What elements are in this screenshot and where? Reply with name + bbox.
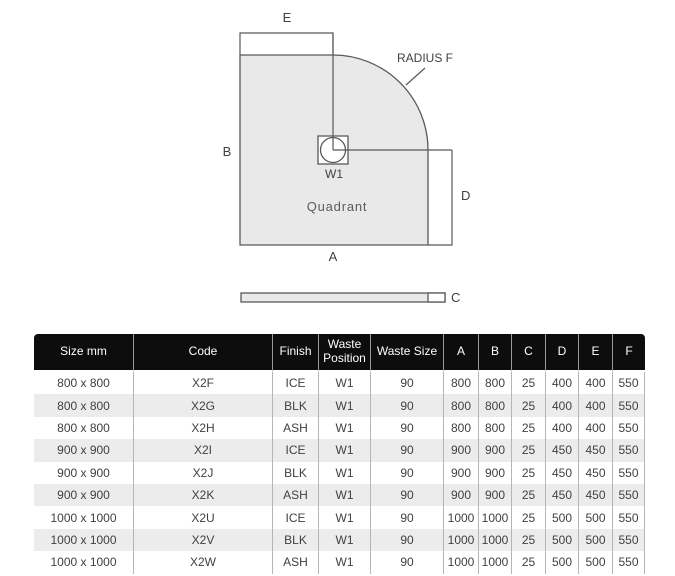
cell-waste-size: 90 bbox=[370, 484, 443, 506]
cell-a: 800 bbox=[443, 417, 478, 439]
cell-finish: ASH bbox=[272, 417, 318, 439]
table-row bbox=[34, 551, 645, 573]
cell-code: X2G bbox=[133, 394, 272, 416]
cell-finish: BLK bbox=[272, 394, 318, 416]
cell-waste-position: W1 bbox=[318, 506, 370, 528]
cell-c: 25 bbox=[511, 417, 545, 439]
cell-b: 900 bbox=[478, 462, 511, 484]
cell-d: 400 bbox=[545, 394, 578, 416]
cell-e: 450 bbox=[578, 484, 612, 506]
cell-f: 550 bbox=[612, 529, 645, 551]
table-row bbox=[34, 506, 645, 528]
cell-size: 1000 x 1000 bbox=[34, 506, 133, 528]
cell-e: 500 bbox=[578, 506, 612, 528]
cell-code: X2F bbox=[133, 372, 272, 394]
label-c: C bbox=[451, 290, 461, 305]
cell-e: 400 bbox=[578, 394, 612, 416]
table-row bbox=[34, 439, 645, 461]
header-size: Size mm bbox=[34, 334, 133, 372]
cell-waste-size: 90 bbox=[370, 529, 443, 551]
cell-c: 25 bbox=[511, 439, 545, 461]
cell-finish: BLK bbox=[272, 462, 318, 484]
cell-c: 25 bbox=[511, 529, 545, 551]
cell-f: 550 bbox=[612, 484, 645, 506]
cell-waste-position: W1 bbox=[318, 529, 370, 551]
cell-b: 900 bbox=[478, 439, 511, 461]
side-profile-end-section bbox=[428, 293, 445, 302]
cell-waste-position: W1 bbox=[318, 372, 370, 394]
cell-b: 800 bbox=[478, 417, 511, 439]
cell-finish: ICE bbox=[272, 439, 318, 461]
spec-table-body bbox=[34, 372, 645, 574]
table-row bbox=[34, 462, 645, 484]
label-radius-f: RADIUS F bbox=[396, 51, 454, 65]
cell-waste-size: 90 bbox=[370, 551, 443, 573]
cell-a: 900 bbox=[443, 484, 478, 506]
cell-size: 900 x 900 bbox=[34, 462, 133, 484]
cell-waste-position: W1 bbox=[318, 484, 370, 506]
header-e: E bbox=[578, 334, 612, 372]
cell-waste-size: 90 bbox=[370, 417, 443, 439]
cell-e: 500 bbox=[578, 529, 612, 551]
header-b: B bbox=[478, 334, 511, 372]
cell-a: 800 bbox=[443, 372, 478, 394]
cell-size: 1000 x 1000 bbox=[34, 551, 133, 573]
cell-waste-size: 90 bbox=[370, 462, 443, 484]
cell-waste-position: W1 bbox=[318, 551, 370, 573]
header-a: A bbox=[443, 334, 478, 372]
cell-waste-position: W1 bbox=[318, 394, 370, 416]
cell-f: 550 bbox=[612, 417, 645, 439]
cell-size: 900 x 900 bbox=[34, 484, 133, 506]
cell-e: 400 bbox=[578, 372, 612, 394]
cell-a: 900 bbox=[443, 439, 478, 461]
cell-size: 800 x 800 bbox=[34, 372, 133, 394]
table-row bbox=[34, 484, 645, 506]
cell-c: 25 bbox=[511, 506, 545, 528]
header-finish: Finish bbox=[272, 334, 318, 372]
header-f: F bbox=[612, 334, 645, 372]
cell-code: X2U bbox=[133, 506, 272, 528]
cell-finish: ASH bbox=[272, 484, 318, 506]
cell-a: 1000 bbox=[443, 529, 478, 551]
cell-size: 800 x 800 bbox=[34, 417, 133, 439]
cell-c: 25 bbox=[511, 484, 545, 506]
label-a: A bbox=[328, 249, 338, 264]
cell-d: 500 bbox=[545, 506, 578, 528]
cell-c: 25 bbox=[511, 394, 545, 416]
header-code: Code bbox=[133, 334, 272, 372]
cell-b: 1000 bbox=[478, 529, 511, 551]
cell-finish: BLK bbox=[272, 529, 318, 551]
cell-e: 500 bbox=[578, 551, 612, 573]
cell-f: 550 bbox=[612, 439, 645, 461]
cell-waste-size: 90 bbox=[370, 439, 443, 461]
cell-b: 900 bbox=[478, 484, 511, 506]
cell-finish: ASH bbox=[272, 551, 318, 573]
cell-b: 1000 bbox=[478, 551, 511, 573]
cell-f: 550 bbox=[612, 372, 645, 394]
cell-finish: ICE bbox=[272, 372, 318, 394]
cell-f: 550 bbox=[612, 462, 645, 484]
cell-b: 800 bbox=[478, 372, 511, 394]
cell-waste-size: 90 bbox=[370, 372, 443, 394]
cell-c: 25 bbox=[511, 462, 545, 484]
cell-b: 800 bbox=[478, 394, 511, 416]
cell-c: 25 bbox=[511, 551, 545, 573]
header-c: C bbox=[511, 334, 545, 372]
header-row bbox=[34, 334, 645, 372]
cell-waste-size: 90 bbox=[370, 506, 443, 528]
cell-d: 500 bbox=[545, 551, 578, 573]
cell-f: 550 bbox=[612, 394, 645, 416]
header-waste-position: Waste Position bbox=[318, 334, 370, 372]
cell-d: 450 bbox=[545, 439, 578, 461]
cell-e: 450 bbox=[578, 462, 612, 484]
header-d: D bbox=[545, 334, 578, 372]
spec-table bbox=[34, 334, 645, 574]
cell-finish: ICE bbox=[272, 506, 318, 528]
side-profile-bar bbox=[241, 293, 445, 302]
header-waste-size: Waste Size bbox=[370, 334, 443, 372]
cell-size: 900 x 900 bbox=[34, 439, 133, 461]
cell-code: X2J bbox=[133, 462, 272, 484]
cell-f: 550 bbox=[612, 551, 645, 573]
cell-f: 550 bbox=[612, 506, 645, 528]
cell-b: 1000 bbox=[478, 506, 511, 528]
cell-code: X2H bbox=[133, 417, 272, 439]
label-d: D bbox=[461, 188, 471, 203]
cell-size: 800 x 800 bbox=[34, 394, 133, 416]
cell-code: X2I bbox=[133, 439, 272, 461]
cell-code: X2W bbox=[133, 551, 272, 573]
label-b: B bbox=[222, 144, 232, 159]
cell-code: X2V bbox=[133, 529, 272, 551]
cell-d: 500 bbox=[545, 529, 578, 551]
table-row bbox=[34, 372, 645, 394]
e-dimension-bracket bbox=[240, 33, 333, 55]
cell-a: 1000 bbox=[443, 506, 478, 528]
cell-a: 1000 bbox=[443, 551, 478, 573]
label-quadrant: Quadrant bbox=[306, 199, 368, 214]
d-dimension-bracket bbox=[428, 150, 452, 245]
table-row bbox=[34, 529, 645, 551]
cell-waste-size: 90 bbox=[370, 394, 443, 416]
cell-e: 450 bbox=[578, 439, 612, 461]
cell-d: 400 bbox=[545, 372, 578, 394]
table-row bbox=[34, 394, 645, 416]
cell-e: 400 bbox=[578, 417, 612, 439]
cell-waste-position: W1 bbox=[318, 462, 370, 484]
cell-size: 1000 x 1000 bbox=[34, 529, 133, 551]
cell-d: 450 bbox=[545, 484, 578, 506]
cell-waste-position: W1 bbox=[318, 417, 370, 439]
cell-d: 450 bbox=[545, 462, 578, 484]
cell-a: 800 bbox=[443, 394, 478, 416]
radius-pointer-line bbox=[406, 68, 425, 85]
cell-a: 900 bbox=[443, 462, 478, 484]
table-row bbox=[34, 417, 645, 439]
label-e: E bbox=[282, 10, 292, 25]
cell-waste-position: W1 bbox=[318, 439, 370, 461]
cell-c: 25 bbox=[511, 372, 545, 394]
cell-d: 400 bbox=[545, 417, 578, 439]
cell-code: X2K bbox=[133, 484, 272, 506]
label-w1: W1 bbox=[325, 167, 343, 181]
